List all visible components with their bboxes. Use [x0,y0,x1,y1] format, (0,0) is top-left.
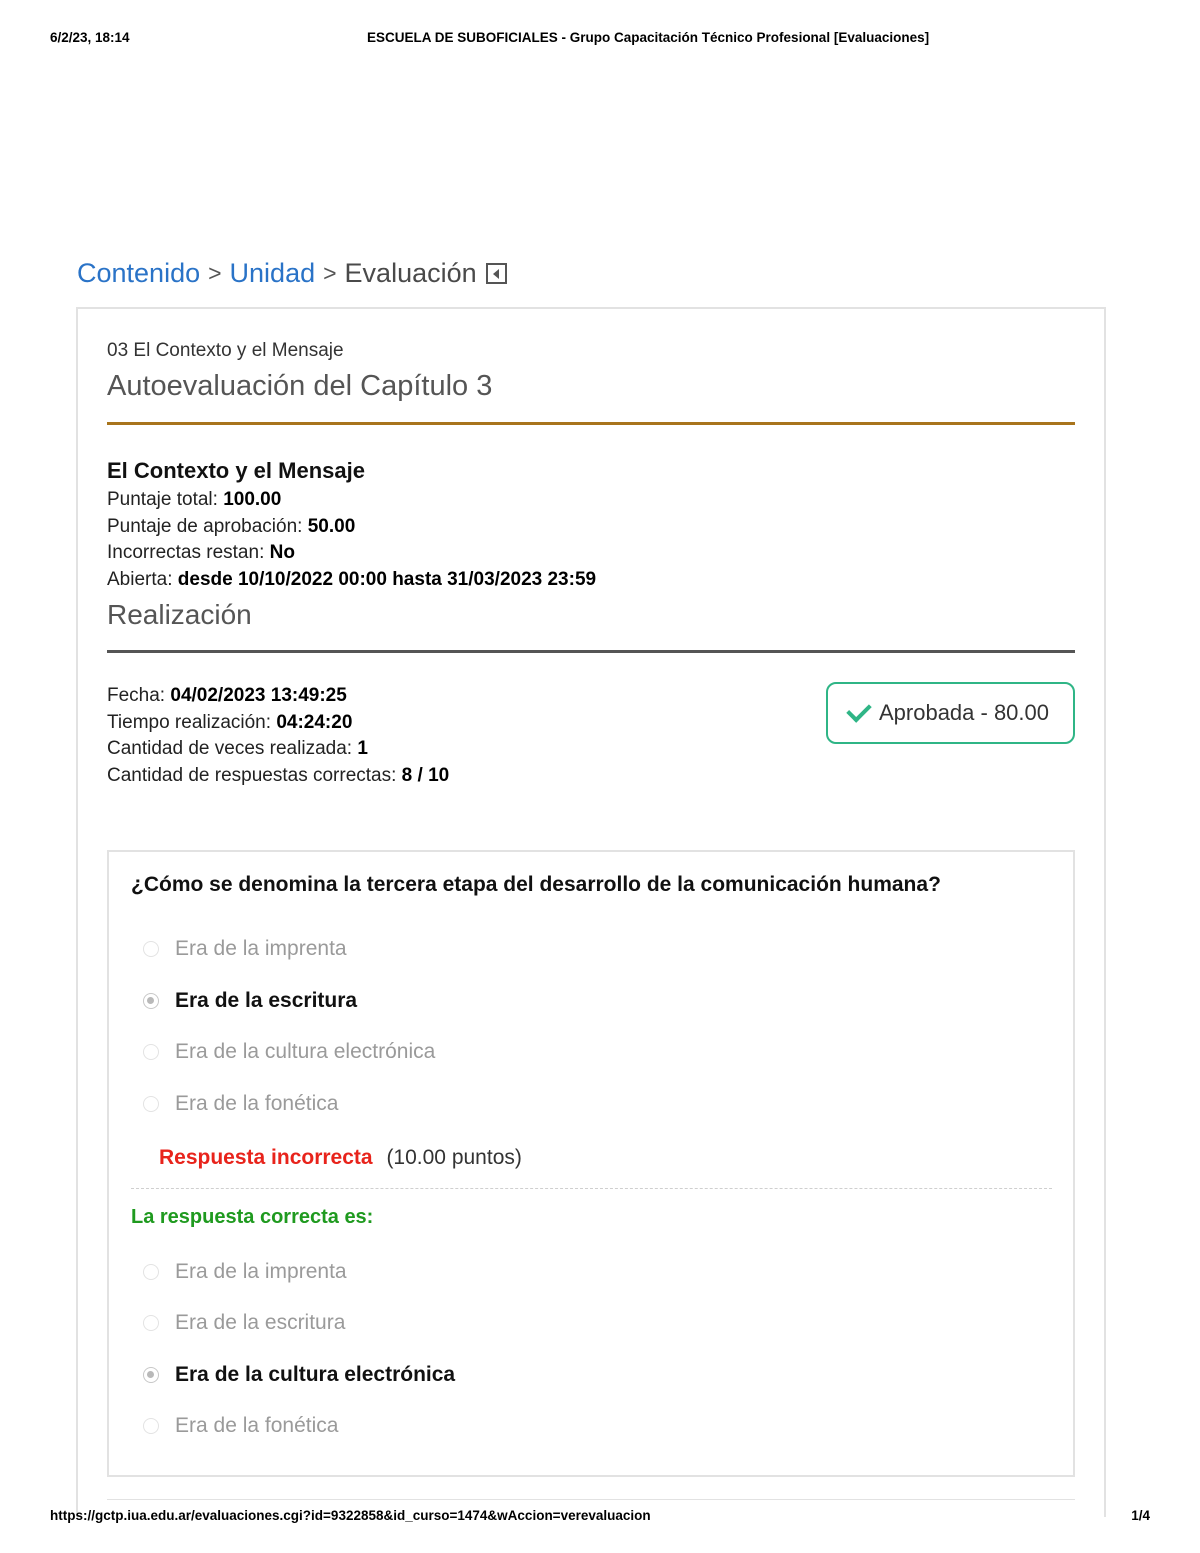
radio-icon [143,1315,159,1331]
option-label: Era de la cultura electrónica [175,1040,436,1063]
section-title: Realización [107,599,252,630]
answer-feedback [159,1146,522,1170]
feedback-status: Respuesta incorrecta [159,1146,373,1169]
correct-answer-title: La respuesta correcta es: [131,1206,374,1228]
question-text: ¿Cómo se denomina la tercera etapa del desarrollo de la comunicación humana? [131,873,941,896]
answered-option [143,937,347,961]
print-footer [50,1508,1150,1528]
print-url: https://gctp.iua.edu.ar/evaluaciones.cgi?id=9322858&id_curso=1474&wAccion=verevaluacion [50,1508,651,1523]
collapse-back-icon[interactable] [486,263,507,284]
radio-icon [143,1418,159,1434]
correct-option [143,1414,338,1438]
result-status-badge [826,682,1075,744]
attempt-info [107,683,449,789]
feedback-divider [131,1188,1052,1189]
radio-icon [143,1096,159,1112]
answered-option [143,1092,338,1116]
attempt-time-row [107,710,449,737]
attempt-count-value: 1 [357,738,368,759]
open-period-row [107,567,596,594]
option-label: Era de la escritura [175,989,358,1012]
section-divider [107,650,1075,653]
print-page-number: 1/4 [1131,1508,1150,1523]
radio-icon [143,1264,159,1280]
feedback-points: (10.00 puntos) [386,1146,522,1169]
title-divider [107,422,1075,425]
pass-score-value: 50.00 [307,515,356,537]
correct-option [143,1311,345,1335]
breadcrumb-unidad-link[interactable]: Unidad [229,258,316,288]
breadcrumb-contenido-link[interactable]: Contenido [77,258,201,288]
radio-checked-icon [143,1367,159,1383]
print-date: 6/2/23, 18:14 [50,30,130,45]
negative-marking-row [107,540,596,567]
open-period-value: desde 10/10/2022 00:00 hasta 31/03/2023 23:59 [177,568,597,590]
radio-checked-icon [143,993,159,1009]
attempt-date-value: 04/02/2023 13:49:25 [170,685,347,706]
answered-option-selected [143,989,357,1013]
option-label: Era de la imprenta [175,1260,347,1283]
correct-option [143,1260,347,1284]
card-bottom-divider [107,1499,1075,1500]
attempt-time-value: 04:24:20 [276,711,353,733]
correct-count-label: Cantidad de respuestas correctas: [107,764,397,786]
pass-score-label: Puntaje de aprobación: [107,515,303,537]
radio-icon [143,941,159,957]
attempt-count-label: Cantidad de veces realizada: [107,738,353,759]
evaluation-subtitle: El Contexto y el Mensaje [107,458,365,483]
correct-count-row [107,763,449,790]
total-score-label: Puntaje total: [107,489,218,510]
correct-option-selected [143,1363,455,1387]
negative-marking-value: No [269,542,295,563]
attempt-date-row [107,683,449,710]
pass-score-row [107,514,596,541]
breadcrumb-separator: > [208,260,222,286]
print-header [50,30,1150,50]
print-title: ESCUELA DE SUBOFICIALES - Grupo Capacitación Técnico Profesional [Evaluaciones] [367,30,930,45]
breadcrumb-current: Evaluación [344,258,477,288]
negative-marking-label: Incorrectas restan: [107,542,265,563]
open-period-label: Abierta: [107,568,173,590]
check-icon [846,697,871,722]
evaluation-title: Autoevaluación del Capítulo 3 [107,370,493,402]
total-score-value: 100.00 [223,489,282,510]
option-label: Era de la fonética [175,1092,339,1115]
attempt-count-row [107,736,449,763]
option-label: Era de la imprenta [175,937,347,960]
attempt-time-label: Tiempo realización: [107,711,272,733]
radio-icon [143,1044,159,1060]
total-score-row [107,487,596,514]
answered-option [143,1040,435,1064]
result-status-text: Aprobada - 80.00 [878,700,1050,725]
breadcrumb [77,258,507,289]
option-label: Era de la fonética [175,1414,339,1437]
attempt-date-label: Fecha: [107,685,166,706]
evaluation-info [107,458,596,593]
unit-name: 03 El Contexto y el Mensaje [107,340,344,361]
option-label: Era de la cultura electrónica [175,1363,456,1386]
correct-count-value: 8 / 10 [401,764,450,786]
option-label: Era de la escritura [175,1311,346,1334]
breadcrumb-separator: > [323,260,337,286]
